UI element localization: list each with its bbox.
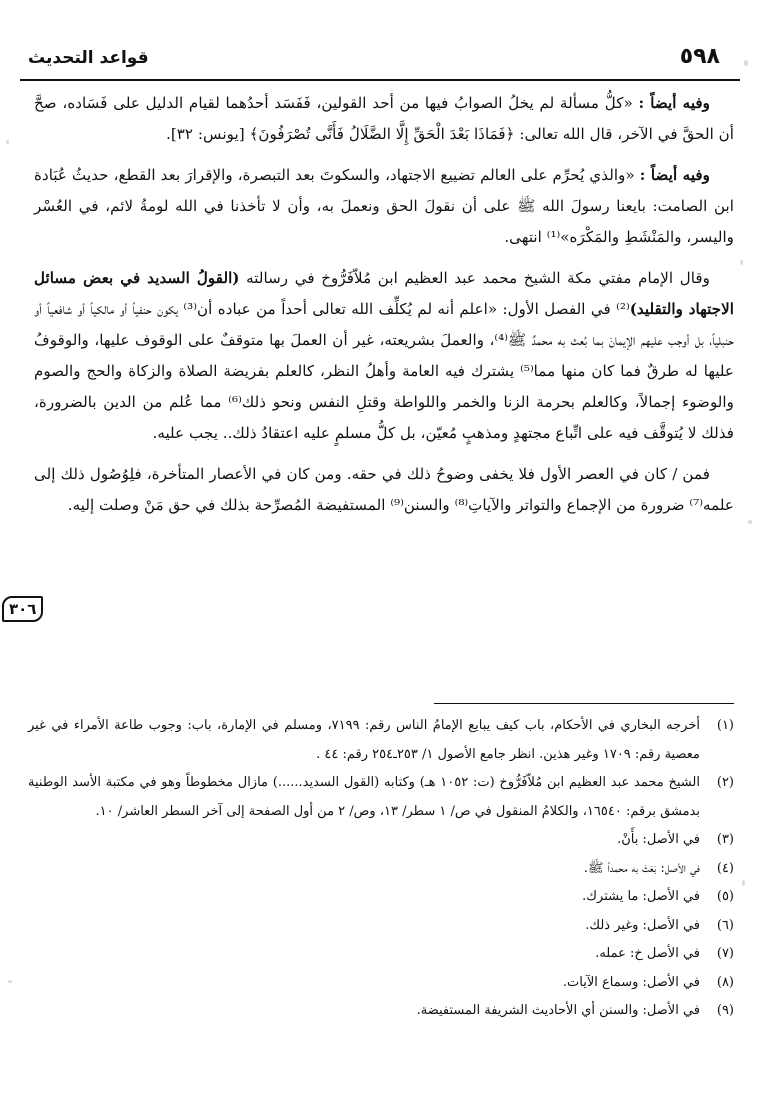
paragraph-text: وقال الإمام مفتي مكة الشيخ محمد عبد العظيم ابن مُلاّفَرُّوخ في رسالته: [246, 269, 710, 287]
footnote: [28, 712, 734, 769]
footnotes: [28, 712, 734, 1026]
footnote: [28, 826, 734, 855]
margin-page-reference: ٣٠٦: [2, 596, 43, 622]
footnote-divider: [434, 703, 734, 704]
paragraph-1: [34, 88, 734, 150]
scan-speck: [740, 260, 743, 265]
footnote-text: في الأصل: والسنن أي الأحاديث الشريفة المستفيضة.: [416, 1003, 700, 1018]
footnote: [28, 912, 734, 941]
footnote: [28, 969, 734, 998]
footnote-number: (٢): [716, 775, 734, 790]
footnote-text: في الأصل خ: عمله.: [595, 946, 700, 961]
running-header: [20, 44, 740, 78]
header-divider: [20, 79, 740, 81]
paragraph-text: «كلُّ مسألة لم يخلُ الصوابُ فيها من أحد القولين، فَفَسَد أحدُهما لقيام الدليل على فَسَاده، صحَّ أن الحقَّ في الآخر، قال الله تعالى: ﴿فَمَاذَا بَعْدَ الْحَقِّ إِلَّا الضَّلَالُ فَأَنَّى تُصْرَفُونَ﴾ [يونس: ٣٢].: [34, 94, 734, 143]
scan-speck: [742, 880, 745, 886]
paragraph-text: ⁽²⁾ في الفصل الأول: «اعلم أنه لم يُكلِّف الله تعالى أحداً من عباده أن⁽³⁾ يكون حنفياً أو مالكياً أو شافعياً أو حنبلياً، بل أوجب عليهم الإيمانَ بما بُعث به محمدٌ ﷺ⁽⁴⁾، والعملَ بشريعته، غير أن العملَ بها متوقفٌ على الوقوف عليها، والوقوفُ عليها له طرقٌ فما كان منها مما⁽⁵⁾ يشترك فيه العامة وأهلُ النظر، كالعلم بفريضة الصلاة والزكاة والحج والصوم والوضوء إجمالاً، وكالعلم بحرمة الزنا والخمر واللواطة وقتلِ النفس ونحو ذلك⁽⁶⁾ مما عُلم من الدين بالضرورة، فذلك لا يُتوقَّف فيه على اتِّباع مجتهدٍ ومذهبٍ مُعيّن، بل كلُّ مسلمٍ عليه اعتقادُ ذلك.. يجب عليه.: [34, 300, 734, 442]
paragraph-4: [34, 459, 734, 521]
footnote-text: في الأصل: بأَنْ.: [617, 832, 700, 847]
paragraph-lead: وفيه أيضاً :: [639, 166, 711, 184]
page-number: ٥٩٨: [679, 44, 720, 69]
footnote-number: (٨): [716, 974, 734, 990]
paragraph-text: فمن / كان في العصر الأول فلا يخفى وضوحُ ذلك في حقه. ومن كان في الأعصار المتأخرة، فلِوُصُول ذلك إلى علمه⁽⁷⁾ ضرورة من الإجماع والتواتر والآياتِ⁽⁸⁾ والسنن⁽⁹⁾ المستفيضة المُصرِّحة بذلك في حق مَنْ وصلت إليه.: [34, 465, 734, 514]
paragraph-2: [34, 160, 734, 253]
paragraph-text: «والذي يُحرِّم على العالم تضييع الاجتهاد، والسكوتَ بعد التبصرة، والإقرارَ بعد القطع، حديثُ عُبَادة ابن الصامت: بايعنا رسولَ الله ﷺ على أن نقولَ الحق ونعملَ به، وأن لا تأخذنا في الله لومةُ لائم، في العُسْر واليسر، والمَنْشَطِ والمَكْرَه»⁽¹⁾ انتهى.: [34, 166, 734, 246]
footnote: [28, 883, 734, 912]
scan-speck: [748, 520, 752, 524]
paragraph-3: [34, 263, 734, 449]
footnote-text: في الأصل: بَعَثَ به محمداً ﷺ.: [583, 860, 700, 876]
footnote-number: (٦): [716, 917, 734, 933]
footnote-text: في الأصل: وغير ذلك.: [585, 917, 700, 933]
scan-speck: [744, 60, 748, 66]
main-text: [34, 88, 734, 533]
paragraph-lead: وفيه أيضاً :: [638, 94, 710, 112]
book-title: قواعد التحديث: [28, 48, 149, 68]
footnote-text: في الأصل: ما يشترك.: [582, 889, 700, 904]
footnote-number: (٣): [716, 832, 734, 847]
footnote-text: أخرجه البخاري في الأحكام، باب كيف يبايع الإمامُ الناس رقم: ٧١٩٩، ومسلم في الإمارة، باب: وجوب طاعة الأمراء في غير معصية رقم: ١٧٠٩ وغير هذين. انظر جامع الأصول ١/ ٢٥٣ـ٢٥٤ رقم: ٤٤ .: [28, 718, 700, 762]
footnote: [28, 855, 734, 884]
footnote-number: (٤): [716, 860, 734, 876]
footnote: [28, 769, 734, 826]
treatise-title: (القولُ السديد في بعض مسائل الاجتهاد والتقليد): [34, 269, 735, 318]
footnote: [28, 997, 734, 1026]
footnote-number: (٧): [716, 946, 734, 961]
scan-speck: [8, 980, 12, 983]
scan-speck: [6, 140, 9, 144]
footnote-number: (١): [716, 718, 734, 733]
footnote-number: (٥): [716, 889, 734, 904]
footnote: [28, 940, 734, 969]
footnote-text: الشيخ محمد عبد العظيم ابن مُلاّفَرُّوخ (ت: ١٠٥٢ هـ) وكتابه (القول السديد......) مازال مخطوطاً وهو في مكتبة الأسد الوطنية بدمشق برقم: ١٦٥٤٠، والكلامُ المنقول في ص/ ١ سطر/ ١٣، وص/ ٢ من أول الصفحة إلى آخر السطر العاشر/ ١٠.: [28, 775, 700, 819]
footnote-number: (٩): [716, 1003, 734, 1018]
footnote-text: في الأصل: وسماع الآيات.: [562, 974, 700, 990]
